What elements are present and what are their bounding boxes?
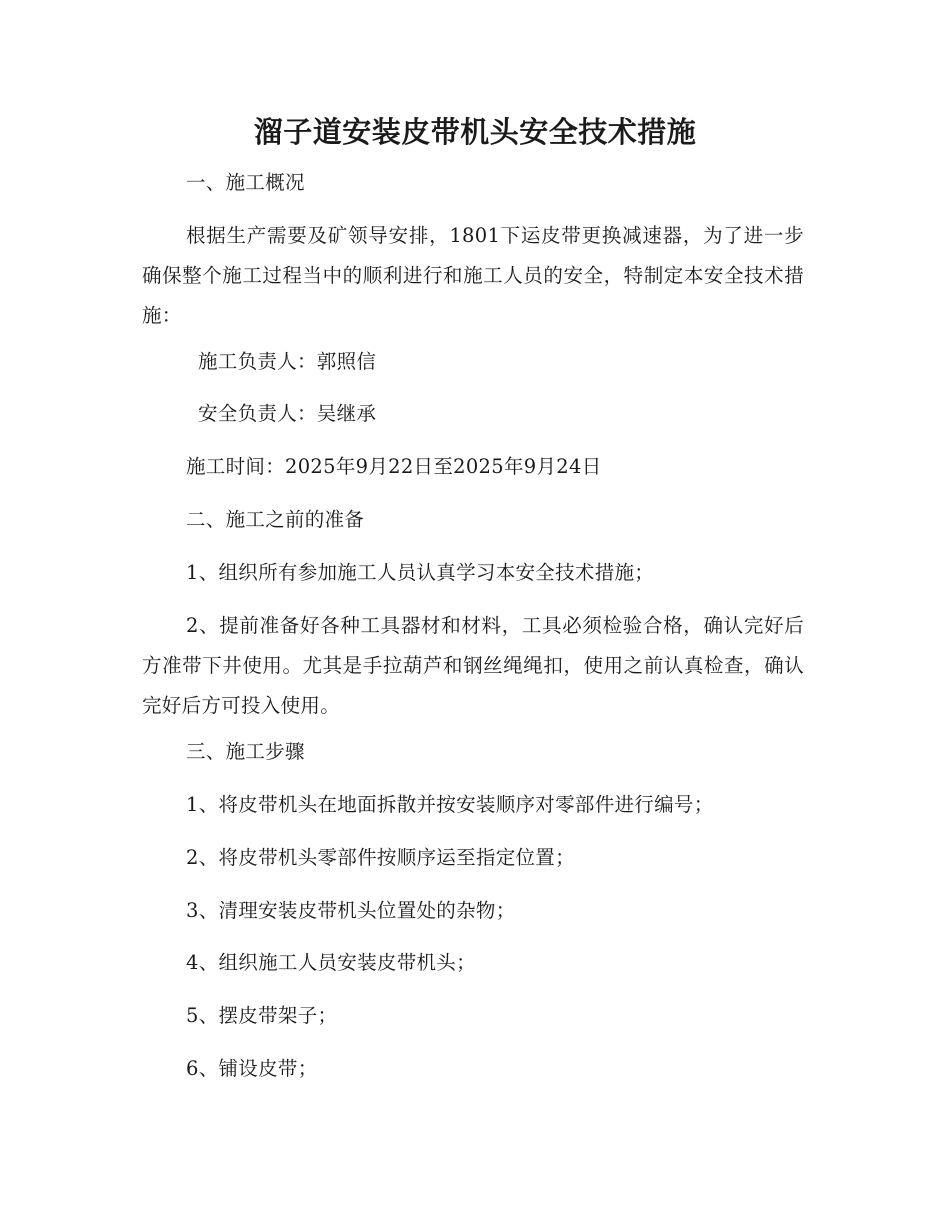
safety-leader: 安全负责人：吴继承	[198, 402, 377, 425]
overview-paragraph: 根据生产需要及矿领导安排，1801下运皮带更换减速器，为了进一步确保整个施工过程当中的顺利进行和施工人员的安全，特制定本安全技术措施：	[142, 224, 804, 327]
construction-time: 施工时间：2025年9月22日至2025年9月24日	[186, 455, 602, 478]
step-item: 6、铺设皮带；	[186, 1057, 318, 1080]
section-heading-steps: 三、施工步骤	[186, 740, 305, 763]
construction-leader: 施工负责人：郭照信	[198, 350, 377, 373]
step-item: 2、将皮带机头零部件按顺序运至指定位置；	[186, 846, 575, 869]
section-heading-overview: 一、施工概况	[186, 171, 305, 194]
step-item: 4、组织施工人员安装皮带机头；	[186, 951, 476, 974]
section-heading-preparation: 二、施工之前的准备	[186, 508, 365, 531]
preparation-item: 2、提前准备好各种工具器材和材料，工具必须检验合格，确认完好后方准带下井使用。尤其是手拉葫芦和钢丝绳绳扣，使用之前认真检查，确认完好后方可投入使用。	[142, 614, 804, 717]
step-item: 3、清理安装皮带机头位置处的杂物；	[186, 899, 516, 922]
step-item: 5、摆皮带架子；	[186, 1004, 338, 1027]
step-item: 1、将皮带机头在地面拆散并按安装顺序对零部件进行编号；	[186, 793, 714, 816]
document-title: 溜子道安装皮带机头安全技术措施	[253, 115, 697, 149]
preparation-item: 1、组织所有参加施工人员认真学习本安全技术措施；	[186, 561, 655, 584]
